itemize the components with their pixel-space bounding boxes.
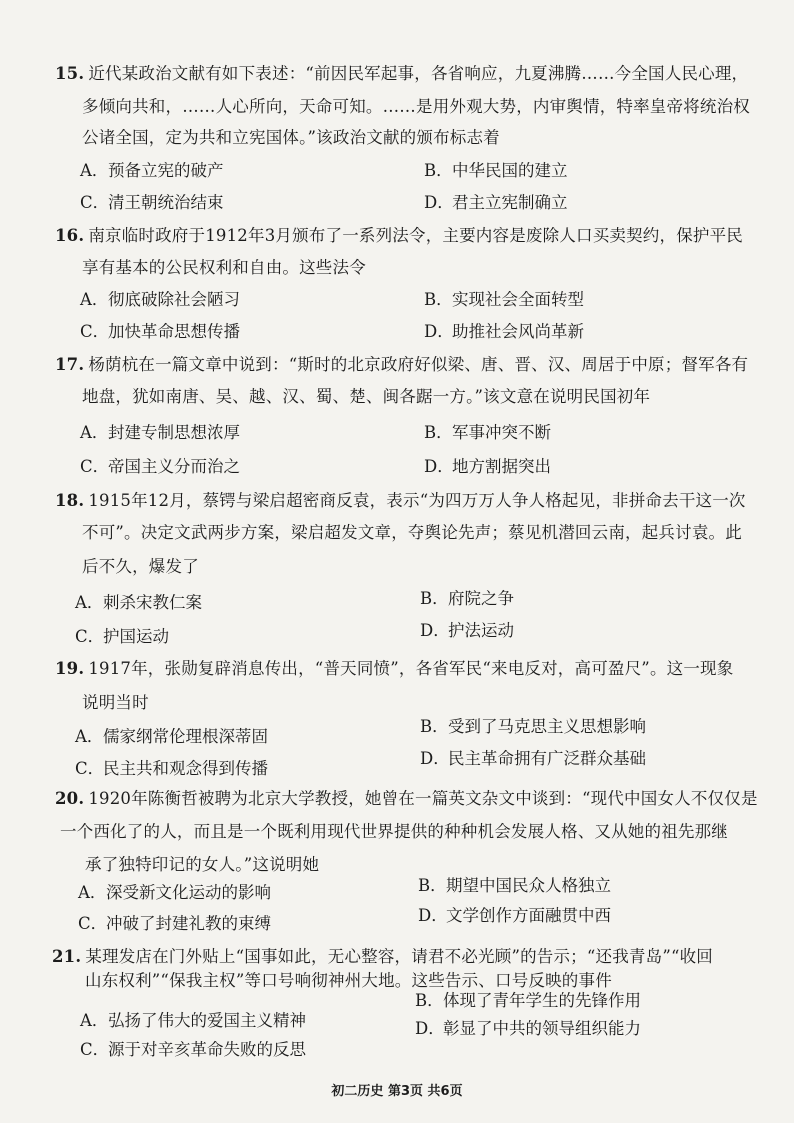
question-20-line-3: 承了独特印记的女人。”这说明她 [85, 855, 320, 874]
q15-option-c: C．清王朝统治结束 [80, 193, 224, 212]
q17-option-c: C．帝国主义分而治之 [80, 457, 240, 476]
question-17-line-2: 地盘，犹如南唐、吴、越、汉、蜀、楚、闽各踞一方。”该文意在说明民国初年 [82, 387, 651, 406]
q15-option-b: B．中华民国的建立 [424, 161, 568, 180]
q19-option-d: D．民主革命拥有广泛群众基础 [420, 749, 646, 768]
question-18-line-1: 18. 1915年12月，蔡锷与梁启超密商反袁，表示“为四万万人争人格起见，非拼命去干这一次 [55, 491, 746, 510]
question-21-number: 21. [52, 947, 82, 966]
q16-option-b: B．实现社会全面转型 [424, 290, 584, 309]
q16-option-c: C．加快革命思想传播 [80, 322, 240, 341]
q16-option-d: D．助推社会风尚革新 [424, 322, 584, 341]
q17-option-a: A．封建专制思想浓厚 [80, 423, 240, 442]
question-20-line-2: 一个西化了的人，而且是一个既利用现代世界提供的种种机会发展人格、又从她的祖先那继 [60, 822, 728, 841]
question-16-number: 16. [55, 226, 85, 245]
question-16-line-2: 享有基本的公民权利和自由。这些法令 [82, 258, 366, 277]
q20-option-d: D．文学创作方面融贯中西 [418, 906, 611, 925]
question-17-line-1: 17. 杨荫杭在一篇文章中说到：“斯时的北京政府好似梁、唐、晋、汉、周居于中原；督军各有 [55, 355, 749, 374]
q21-option-a: A．弘扬了伟大的爱国主义精神 [80, 1011, 306, 1030]
q17-option-d: D．地方割据突出 [424, 457, 551, 476]
q18-option-a: A．刺杀宋教仁案 [75, 593, 202, 612]
q21-option-c: C．源于对辛亥革命失败的反思 [80, 1040, 306, 1059]
question-21-line-2: 山东权利”“保我主权”等口号响彻神州大地。这些告示、口号反映的事件 [85, 971, 612, 990]
question-19-line-1: 19. 1917年，张勋复辟消息传出，“普天同愤”，各省军民“来电反对，高可盈尺”。这一现象 [55, 659, 734, 678]
q18-option-b: B．府院之争 [420, 589, 514, 608]
question-15-number: 15. [55, 64, 85, 83]
question-19-number: 19. [55, 659, 85, 678]
q18-option-d: D．护法运动 [420, 621, 514, 640]
q21-option-d: D．彰显了中共的领导组织能力 [415, 1019, 641, 1038]
q20-option-c: C．冲破了封建礼教的束缚 [78, 914, 271, 933]
question-15-line-2: 多倾向共和，……人心所向，天命可知。……是用外观大势，内审舆情，特率皇帝将统治权 [82, 97, 750, 116]
page-footer: 初二历史 第3页 共6页 [331, 1084, 463, 1099]
question-18-line-3: 后不久，爆发了 [82, 557, 199, 576]
question-18-line-2: 不可”。决定文武两步方案，梁启超发文章，夺舆论先声；蔡见机潜回云南，起兵讨袁。此 [82, 523, 742, 542]
question-16-line-1: 16. 南京临时政府于1912年3月颁布了一系列法令，主要内容是废除人口买卖契约，保护平民 [55, 226, 744, 245]
question-15-line-3: 公诸全国，定为共和立宪国体。”该政治文献的颁布标志着 [82, 128, 500, 147]
q17-option-b: B．军事冲突不断 [424, 423, 551, 442]
q20-option-b: B．期望中国民众人格独立 [418, 876, 611, 895]
q19-option-c: C．民主共和观念得到传播 [75, 759, 268, 778]
q15-option-a: A．预备立宪的破产 [80, 161, 224, 180]
question-20-line-1: 20. 1920年陈衡哲被聘为北京大学教授，她曾在一篇英文杂文中谈到：“现代中国女人不仅仅是 [55, 789, 758, 808]
q16-option-a: A．彻底破除社会陋习 [80, 290, 240, 309]
q21-option-b: B．体现了青年学生的先锋作用 [415, 991, 641, 1010]
question-21-line-1: 21. 某理发店在门外贴上“国事如此，无心整容，请君不必光顾”的告示；“还我青岛”“收回 [52, 947, 713, 966]
question-19-line-2: 说明当时 [82, 693, 149, 712]
q19-option-a: A．儒家纲常伦理根深蒂固 [75, 727, 268, 746]
q20-option-a: A．深受新文化运动的影响 [78, 883, 271, 902]
q15-option-d: D．君主立宪制确立 [424, 193, 568, 212]
question-20-number: 20. [55, 789, 85, 808]
question-15-line-1: 15. 近代某政治文献有如下表述：“前因民军起事，各省响应，九夏沸腾……今全国人民心理， [55, 64, 749, 83]
q19-option-b: B．受到了马克思主义思想影响 [420, 717, 646, 736]
q18-option-c: C．护国运动 [75, 627, 169, 646]
question-18-number: 18. [55, 491, 85, 510]
question-17-number: 17. [55, 355, 85, 374]
